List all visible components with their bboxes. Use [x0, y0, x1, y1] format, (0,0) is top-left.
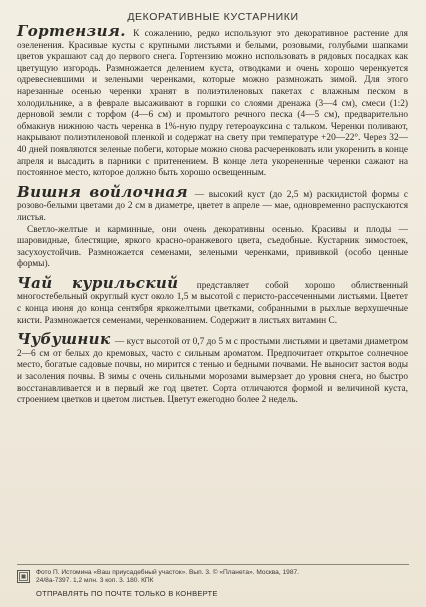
section-hydrangea: [17, 22, 408, 180]
footer: [0, 564, 426, 607]
footer-divider: [17, 564, 409, 565]
credit-line: 24/8а-7397. 1,2 млн. 3 коп. 3. 180. КПК: [36, 577, 154, 585]
section-kuril-tea: [17, 273, 408, 327]
paragraph-text: К сожалению, редко используют это декоративное растение для озеленения. Красивые кусты с крупными листьями и белыми, розовыми, голубыми шапками цветов украшают сад до первого снега. Гортензию можно использовать в рядовых посадках как цветущую изгородь. Размножается делением куста, отводками и очень хорошо черенкуется одревесневшими и зелеными черенками, которые можно размножать зимой. Для этого нарезанные осенью черенки хранят в полиэтиленовых пакетах с влажным песком в холодильнике, а в феврале высаживают в горшки со слоями дренажа (3—4 см), смеси (1:2) дерновой земли с торфом (4—6 см) и промытого речного песка (4—5 см), предварительно обмакнув нижнюю часть черенка в 1%-ную пудру гетероауксина с тальком. Черенки поливают, накрывают полиэтиленовой пленкой и содержат на свету при температуре +20—22°. Через 32—40 дней появляются зеленые побеги, которые можно снова расчеренковать или укоренить в конце апреля и высадить в парники с притенением. В конце лета укорененные черенки сажают на постоянное место, которое должно быть хорошо освещенным.: [17, 29, 408, 179]
section-title: Вишня войлочная: [17, 182, 188, 201]
mail-notice: ОТПРАВЛЯТЬ ПО ПОЧТЕ ТОЛЬКО В КОНВЕРТЕ: [36, 589, 218, 598]
publication-credits: [36, 569, 408, 586]
paragraph: [17, 330, 408, 407]
credit-line: Фото П. Истомина «Ваш приусадебный участок». Вып. 3. © «Планета». Москва, 1987.: [36, 569, 300, 576]
paragraph-text: — куст высотой от 0,7 до 5 м с простыми листьями и цветами диаметром 2—6 см от белых до кремовых, часто с сильным ароматом. Предпочитает открытое солнечное место, богатые садовые почвы, но мирится с тенью и бедными почвами. Не выносит застоя воды и засоления почвы. В зимы с очень сильными морозами вымерзает до уровня снега, но быстро восстанавливается и в первый же год цветет. Сорта отличаются формой и величиной куста, строением цветков и цветом листьев. Цветут ежегодно более 2 недель.: [17, 337, 408, 406]
section-title: Гортензия.: [17, 22, 126, 40]
paragraph: [17, 273, 408, 327]
article-body: [17, 22, 408, 414]
section-title: Чай курильский: [17, 273, 179, 292]
publisher-logo-icon: [17, 570, 30, 583]
paragraph-text: представляет собой хорошо облиственный многостебельный округлый куст около 1,5 м высотой с перисто-рассеченными листьями. Цветет с конца июня до конца сентября яркожелтыми цветками, собранными в рыхлые верхушечные кисти. Размножается семенами, черенкованием. Содержит в листьях витамин С.: [17, 280, 408, 326]
section-title: Чубушник: [17, 330, 111, 349]
paragraph: Светло-желтые и карминные, они очень декоративны осенью. Красивы и плоды — шаровидные, блестящие, яркого красно-оранжевого цвета, съедобные. Кустарник зимостоек, засухоустойчив. Размножается семенами, зелеными черенками, прививкой (особо ценные формы).: [17, 224, 408, 270]
paragraph: [17, 22, 408, 180]
paragraph: [17, 182, 408, 225]
section-felt-cherry: [17, 182, 408, 271]
paragraph-text: — высокий куст (до 2,5 м) раскидистой формы с розово-белыми цветами до 2 см в диаметре, цветет в апреле — мае, одновременно распускаются листья.: [17, 189, 408, 223]
section-mock-orange: [17, 330, 408, 407]
page-header: ДЕКОРАТИВНЫЕ КУСТАРНИКИ: [127, 11, 299, 23]
